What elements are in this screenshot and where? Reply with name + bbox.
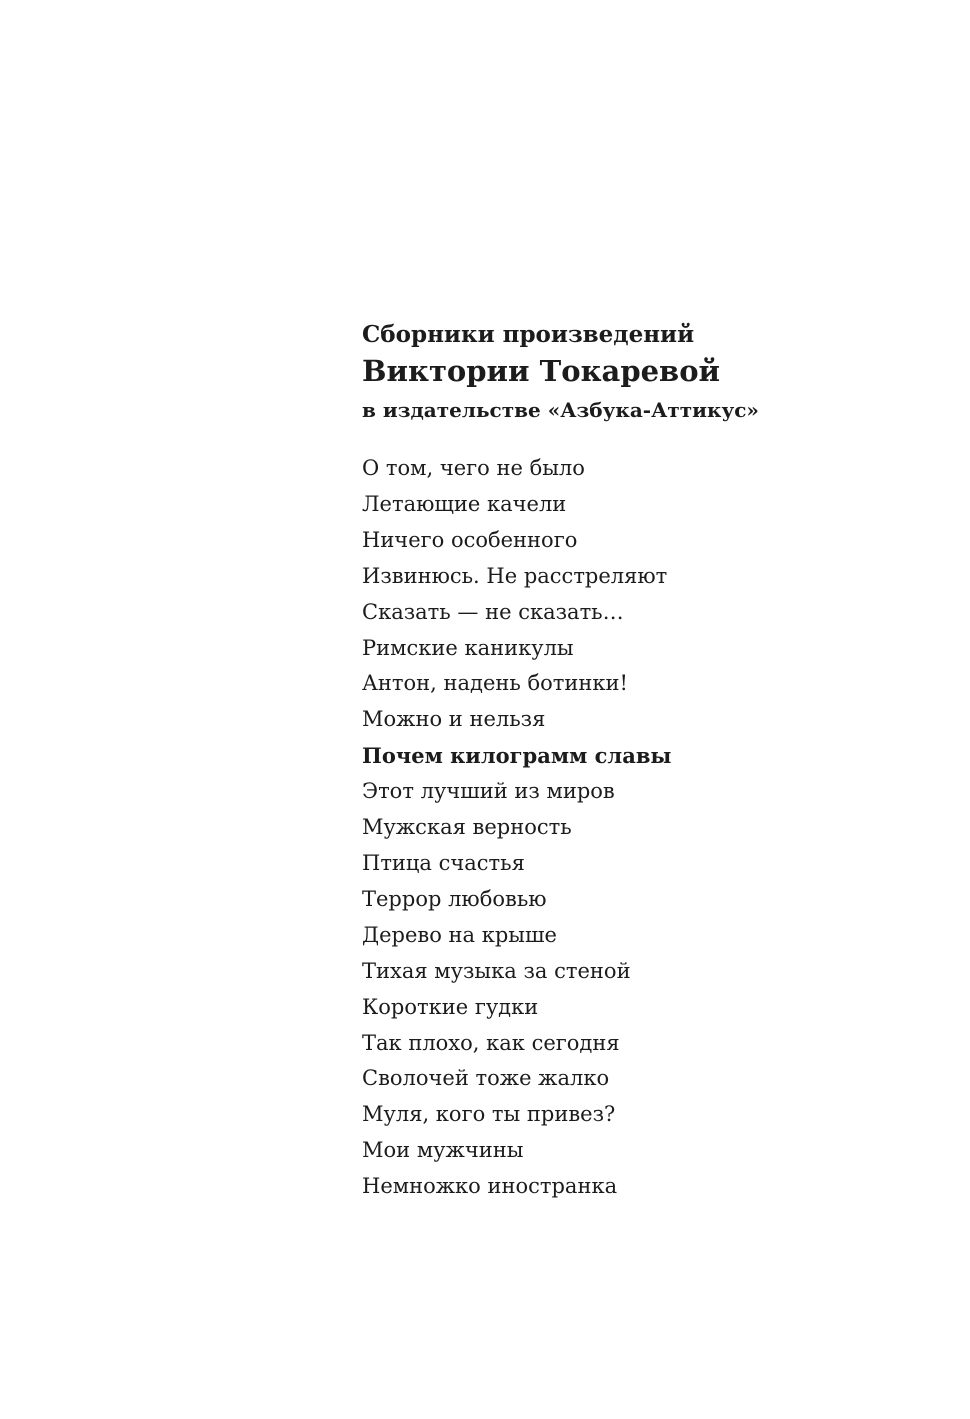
book-title-item: Сказать — не сказать… (362, 599, 624, 624)
book-title-item: Дерево на крыше (362, 922, 557, 947)
book-title-item: Этот лучший из миров (362, 779, 615, 804)
book-title-item: Римские каникулы (362, 635, 574, 660)
heading-line-publisher: в издательстве «Азбука-Аттикус» (362, 398, 759, 422)
book-title-item: Извинюсь. Не расстреляют (362, 563, 668, 588)
book-title-item: О том, чего не было (362, 456, 585, 480)
heading-line-author: Виктории Токаревой (362, 354, 721, 388)
book-title-item: Мои мужчины (362, 1138, 524, 1163)
book-title-item: Мужская верность (362, 815, 572, 840)
book-title-item: Антон, надень ботинки! (362, 671, 628, 696)
book-title-item: Немножко иностранка (362, 1174, 618, 1199)
heading-line-collections: Сборники произведений (362, 321, 695, 348)
book-title-item: Можно и нельзя (362, 707, 546, 732)
book-title-item: Короткие гудки (362, 994, 539, 1019)
book-title-item: Муля, кого ты привез? (362, 1102, 616, 1127)
book-title-item: Летающие качели (362, 491, 567, 516)
book-title-item: Так плохо, как сегодня (362, 1030, 620, 1055)
book-title-item: Птица счастья (362, 850, 525, 875)
book-title-item: Террор любовью (362, 886, 547, 911)
book-titles-list (362, 451, 922, 1205)
book-title-item: Ничего особенного (362, 527, 578, 552)
collection-heading (362, 318, 922, 430)
book-title-item: Тихая музыка за стеной (362, 958, 631, 983)
book-title-item: Сволочей тоже жалко (362, 1066, 610, 1091)
book-title-item: Почем килограмм славы (362, 743, 672, 769)
